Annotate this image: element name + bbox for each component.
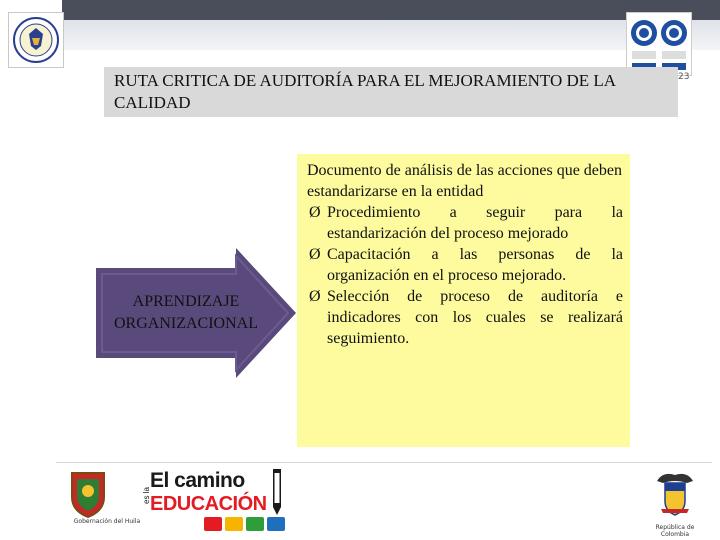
huila-shield-icon (68, 469, 108, 519)
bullet-marker: Ø (309, 288, 321, 305)
content-box (297, 154, 630, 447)
page-title: RUTA CRITICA DE AUDITORÍA PARA EL MEJORAMIENTO DE LA CALIDAD (114, 71, 616, 112)
box-intro: Documento de análisis de las acciones que deben estandarizarse en la entidad (307, 162, 622, 200)
campaign-tiles (204, 517, 285, 531)
institution-seal-icon (8, 12, 64, 68)
pencil-icon (272, 469, 282, 515)
bullet-text: Procedimiento a seguir para la estandarización del proceso mejorado (327, 204, 623, 242)
bullet-text: Capacitación a las personas de la organización en el proceso mejorado. (327, 246, 623, 284)
content-text (307, 160, 623, 349)
bullet-list (307, 202, 623, 349)
footer-banner (56, 462, 712, 538)
campaign-line1: El camino (150, 469, 245, 492)
page-number: 23 (678, 72, 690, 82)
colombia-caption: República de Colombia (655, 524, 695, 538)
list-item (307, 202, 623, 244)
bullet-text: Selección de proceso de auditoría e indicadores con los cuales se realizará seguimiento. (327, 288, 623, 347)
campaign-line2: EDUCACIÓN (150, 493, 267, 515)
huila-caption: Gobernación del Huila (73, 518, 141, 525)
list-item (307, 286, 623, 349)
top-strip (62, 20, 720, 50)
colombia-logo (642, 469, 708, 538)
bullet-marker: Ø (309, 204, 321, 221)
arrow-label: APRENDIZAJE ORGANIZACIONAL (114, 293, 258, 332)
huila-logo (62, 467, 152, 531)
campaign-prefix: es la (141, 487, 151, 504)
bullet-marker: Ø (309, 246, 321, 263)
campaign-logo (141, 463, 286, 535)
colombia-coat-of-arms-icon (653, 469, 697, 519)
top-bar (62, 0, 720, 20)
list-item (307, 244, 623, 286)
title-box (104, 67, 678, 117)
